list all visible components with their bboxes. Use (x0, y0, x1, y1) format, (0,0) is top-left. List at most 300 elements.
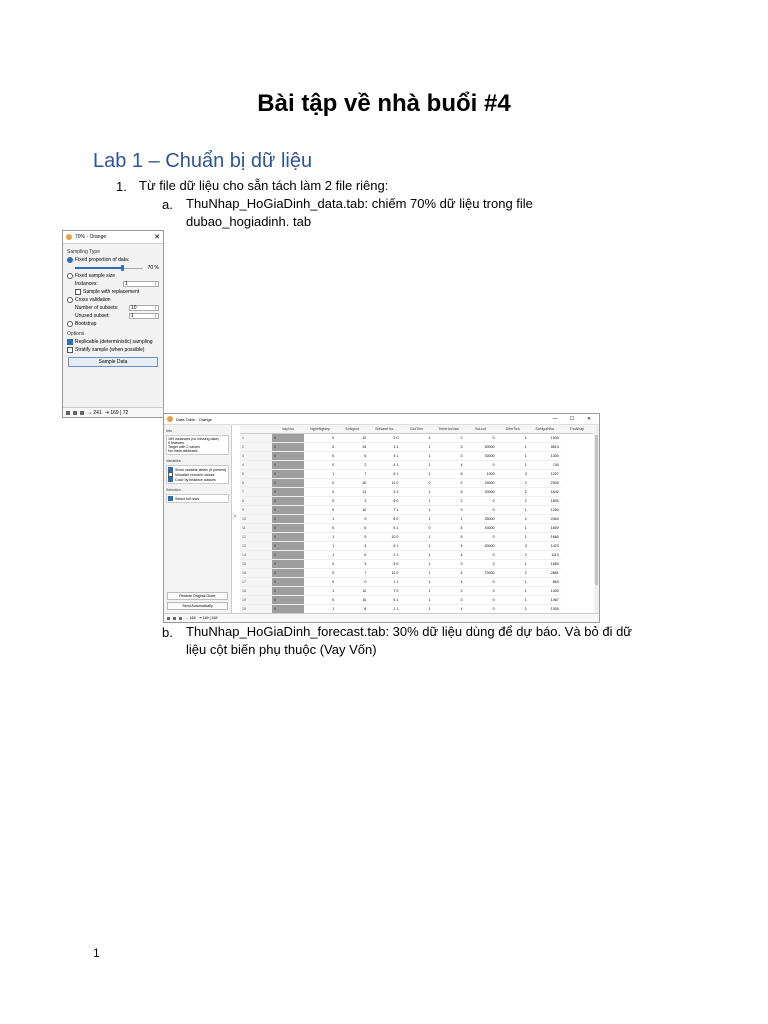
vertical-scrollbar[interactable] (594, 425, 599, 614)
sub-a-line2: dubao_hogiadinh. tab (186, 214, 312, 229)
table-cell: 1 (240, 434, 272, 443)
proportion-slider[interactable] (75, 265, 143, 271)
table-cell: 0 (272, 560, 304, 569)
variable-option[interactable]: Show variable labels (if present) (168, 467, 227, 472)
table-row[interactable] (240, 578, 593, 587)
document-title: Bài tập về nhà buổi #4 (257, 90, 511, 117)
checkbox-icon[interactable] (67, 347, 73, 353)
table-cell: 2 (497, 488, 529, 497)
table-cell: 1 (400, 533, 432, 542)
table-cell: 6 0 (368, 497, 400, 506)
info-label: Info (166, 429, 172, 433)
table-cell: 1530 (529, 434, 561, 443)
table-cell: 2661 (529, 569, 561, 578)
table-cell: 0 (465, 587, 497, 596)
restore-order-button[interactable]: Restore Original Order (167, 592, 228, 600)
table-cell: 2400 (529, 515, 561, 524)
instances-spinbox[interactable]: 1 ↕ (125, 281, 157, 287)
table-cell: 0 (304, 524, 336, 533)
select-full-rows-option[interactable]: Select full rows (168, 496, 227, 501)
table-cell: 5 (432, 470, 464, 479)
table-cell: 7 (336, 470, 368, 479)
table-cell: 1 (497, 452, 529, 461)
table-cell: 2 (497, 497, 529, 506)
table-cell: 5 1 (368, 524, 400, 533)
replacement-option[interactable] (67, 288, 159, 296)
column-header[interactable]: ThuNhap (561, 425, 593, 434)
table-cell: 7 (240, 488, 272, 497)
table-cell: 12 (336, 587, 368, 596)
cross-validation-option[interactable] (67, 296, 159, 304)
table-cell: 70000 (465, 569, 497, 578)
table-row[interactable] (240, 506, 593, 515)
table-cell: 4 (432, 605, 464, 614)
output-count: ⇥ 169 | 169 (198, 616, 218, 620)
table-cell: 5 1 (368, 596, 400, 605)
table-cell: 0 (272, 605, 304, 614)
table-cell: 1 (400, 569, 432, 578)
table-cell: 3 (432, 560, 464, 569)
table-cell: 1660 (529, 533, 561, 542)
table-cell: 3 (432, 506, 464, 515)
table-cell: 1300 (529, 605, 561, 614)
table-cell: 2 (497, 515, 529, 524)
table-cell: 2 (336, 461, 368, 470)
table-cell: 1 (400, 560, 432, 569)
proportion-slider-row (67, 264, 159, 272)
table-cell: 0 (272, 506, 304, 515)
checkbox-checked-icon[interactable] (168, 477, 173, 482)
table-cell: 11 0 (368, 569, 400, 578)
column-header[interactable]: NgheNghiep (304, 425, 336, 434)
datatable-sidebar (164, 425, 232, 614)
table-cell: 1 (304, 605, 336, 614)
table-cell: 3 1 (368, 488, 400, 497)
table-cell: 2 (432, 497, 464, 506)
column-header[interactable]: GioiTinh (400, 425, 432, 434)
instances-label: Instances: (75, 281, 98, 287)
table-cell: 1 (400, 551, 432, 560)
table-cell: 1000 (465, 470, 497, 479)
help-icon[interactable] (173, 617, 176, 620)
table-cell: 0 (465, 596, 497, 605)
table-cell: 1 (400, 515, 432, 524)
table-cell: 4 1 (368, 461, 400, 470)
table-cell: 3 1 (368, 443, 400, 452)
table-cell: 1 (400, 470, 432, 479)
table-cell: 5 0 (368, 560, 400, 569)
table-cell: 6 (336, 452, 368, 461)
table-cell: 0 (272, 578, 304, 587)
table-cell: 1 (304, 515, 336, 524)
sub-b-line2: liệu cột biến phụ thuộc (Vay Vốn) (186, 642, 377, 657)
table-cell: 1 (400, 578, 432, 587)
table-row[interactable] (240, 488, 593, 497)
spin-arrows-icon[interactable]: ↕ (154, 305, 157, 311)
table-cell: 0 (465, 461, 497, 470)
table-cell: 1 (497, 434, 529, 443)
table-cell: 1 1 (368, 578, 400, 587)
table-cell: 2 (497, 551, 529, 560)
subsets-label: Number of subsets: (75, 305, 119, 311)
table-cell: 3 (336, 560, 368, 569)
replicable-label: Replicable (deterministic) sampling (75, 339, 153, 345)
column-header[interactable]: SoNguoi (336, 425, 368, 434)
fixed-sample-size-label: Fixed sample size (75, 273, 116, 279)
sub-b-line1: ThuNhap_HoGiaDinh_forecast.tab: 30% dữ liệu dùng để dự báo. Và bỏ đi dữ (186, 624, 633, 639)
table-cell: 0 (304, 434, 336, 443)
radio-icon[interactable] (67, 297, 73, 303)
info-box (166, 435, 229, 455)
table-cell: 1 (400, 605, 432, 614)
fixed-proportion-label: Fixed proportion of data: (75, 257, 130, 263)
table-cell: 6 (240, 479, 272, 488)
table-cell: 14 (240, 551, 272, 560)
table-cell: 0 (272, 596, 304, 605)
table-cell: 3 (432, 596, 464, 605)
table-cell: 1 (497, 533, 529, 542)
table-cell: 0 (272, 470, 304, 479)
table-cell: 4 (432, 551, 464, 560)
table-cell: 0 (465, 533, 497, 542)
table-cell: 1 (304, 551, 336, 560)
table-cell: 4 (432, 524, 464, 533)
info-line: Target with 2 values (168, 445, 200, 449)
table-cell: 3 (432, 452, 464, 461)
table-cell: 1 (304, 533, 336, 542)
menu-icon[interactable] (66, 411, 70, 415)
table-cell: 0 (304, 596, 336, 605)
table-cell: 2303 (529, 479, 561, 488)
table-cell: 1 (497, 587, 529, 596)
table-cell: 1 (497, 443, 529, 452)
table-cell: 0 (304, 578, 336, 587)
table-cell: 4 (432, 542, 464, 551)
data-table-window (163, 413, 600, 623)
table-cell: 13 (240, 542, 272, 551)
table-cell: 2 0 (368, 434, 400, 443)
table-cell: 2 1 (368, 551, 400, 560)
table-cell: 0 (336, 578, 368, 587)
table-cell: 9 (336, 515, 368, 524)
table-row[interactable] (240, 551, 593, 560)
table-cell: 1 (400, 452, 432, 461)
table-cell: 0 (272, 542, 304, 551)
subsets-row (67, 304, 159, 312)
checkbox-checked-icon[interactable] (67, 339, 73, 345)
fixed-sample-size-option[interactable] (67, 272, 159, 280)
table-cell: 1 (497, 560, 529, 569)
info-line: No meta attributes. (168, 449, 199, 453)
table-cell: 1 (400, 443, 432, 452)
table-cell: 1 (400, 542, 432, 551)
table-cell: 1600 (529, 524, 561, 533)
sample-data-button[interactable]: Sample Data (68, 357, 158, 367)
table-cell: 11 (336, 488, 368, 497)
replicable-option[interactable] (67, 338, 159, 346)
cross-validation-label: Cross validation (75, 297, 111, 303)
table-cell: 1 (497, 506, 529, 515)
table-cell: 0 (272, 569, 304, 578)
sampler-titlebar (63, 231, 163, 244)
table-cell: 7 0 (368, 587, 400, 596)
table-row[interactable] (240, 542, 593, 551)
table-cell: 0 (304, 560, 336, 569)
table-cell: 1 (400, 497, 432, 506)
column-header[interactable] (240, 425, 272, 434)
table-cell: 0 (272, 524, 304, 533)
datatable-titlebar (164, 414, 599, 425)
table-cell: 0 (400, 479, 432, 488)
checkbox-checked-icon[interactable] (168, 496, 173, 501)
column-header[interactable]: SoNgoiNha (529, 425, 561, 434)
table-cell: 1300 (529, 587, 561, 596)
table-cell: 1 (497, 596, 529, 605)
stratify-label: Stratify sample (when possible) (75, 347, 145, 353)
minimize-icon[interactable]: — (552, 416, 558, 422)
table-cell: 0 (272, 461, 304, 470)
table-row[interactable] (240, 434, 593, 443)
table-cell: 1300 (529, 452, 561, 461)
table-cell: 6 (336, 524, 368, 533)
table-cell: 1 (304, 542, 336, 551)
table-cell: 853 (529, 578, 561, 587)
table-cell: 1423 (529, 542, 561, 551)
column-header[interactable]: TrinhHocVan (432, 425, 464, 434)
table-cell: 24000 (465, 479, 497, 488)
table-row[interactable] (240, 443, 593, 452)
table-row[interactable] (240, 515, 593, 524)
table-cell: 0 (272, 551, 304, 560)
lab-heading: Lab 1 – Chuẩn bị dữ liệu (93, 150, 313, 172)
fixed-proportion-option[interactable] (67, 256, 159, 264)
table-cell: 0 (272, 497, 304, 506)
info-line: 9 features (168, 441, 184, 445)
table-cell: 7 1 (368, 506, 400, 515)
table-cell: 1 (400, 506, 432, 515)
table-cell: 0 (400, 524, 432, 533)
column-header[interactable]: VayVon (272, 425, 304, 434)
table-cell: 10 (336, 506, 368, 515)
checkbox-icon[interactable] (75, 289, 81, 295)
table-cell: 3 (497, 470, 529, 479)
bootstrap-label: Bootstrap (75, 321, 97, 327)
item1-text: Từ file dữ liệu cho sẵn tách làm 2 file riêng: (139, 178, 389, 193)
report-icon[interactable] (179, 617, 182, 620)
datatable-title: Data Table - Orange (176, 416, 212, 422)
info-line: 169 instances (no missing data) (168, 437, 219, 441)
proportion-value: 70 % (147, 265, 159, 271)
table-cell: 17 (240, 578, 272, 587)
table-cell: 1 (400, 587, 432, 596)
table-cell: 0 (304, 569, 336, 578)
table-cell: 19 (240, 596, 272, 605)
table-cell: 30000 (465, 452, 497, 461)
table-cell: 3 (240, 452, 272, 461)
table-cell: 0 (272, 479, 304, 488)
table-cell: 1113 (529, 551, 561, 560)
table-cell: 1260 (529, 506, 561, 515)
table-cell: 0 (465, 560, 497, 569)
table-cell: 20 (240, 605, 272, 614)
table-row[interactable] (240, 461, 593, 470)
sub-a-line1: ThuNhap_HoGiaDinh_data.tab: chiếm 70% dữ liệu trong file (186, 196, 533, 211)
table-cell: 1 (497, 524, 529, 533)
bootstrap-option[interactable] (67, 320, 159, 328)
data-grid[interactable] (240, 425, 593, 614)
table-row[interactable] (240, 569, 593, 578)
variable-option[interactable]: Visualize numeric values (168, 472, 227, 477)
table-cell: 0 (272, 488, 304, 497)
instances-row (67, 280, 159, 288)
replacement-label: Sample with replacement (83, 289, 140, 295)
table-row[interactable] (240, 479, 593, 488)
sampler-title: 70% - Orange (75, 234, 107, 240)
table-cell: 3 (497, 542, 529, 551)
table-cell: 2 (432, 434, 464, 443)
table-cell: 6 (432, 488, 464, 497)
table-cell: 2 (497, 569, 529, 578)
radio-icon[interactable] (67, 321, 73, 327)
table-cell: 9 (240, 506, 272, 515)
table-cell: 15 (240, 560, 272, 569)
table-cell: 10 0 (368, 533, 400, 542)
table-cell: 0 (304, 479, 336, 488)
sampler-statusbar (63, 407, 163, 417)
send-automatically-button[interactable]: Send Automatically (167, 602, 228, 610)
collapse-arrow-icon[interactable]: > (233, 514, 237, 520)
table-cell: 34 (336, 443, 368, 452)
column-header[interactable]: SoLuoi (465, 425, 497, 434)
table-cell: 4 1 (368, 452, 400, 461)
table-cell: 1 (304, 587, 336, 596)
input-count: → 169 (185, 616, 196, 620)
table-row[interactable] (240, 452, 593, 461)
table-cell: 0 (465, 506, 497, 515)
table-cell: 0 (272, 434, 304, 443)
table-row[interactable] (240, 524, 593, 533)
table-cell: 30000 (465, 488, 497, 497)
table-cell: 6 (336, 551, 368, 560)
table-cell: 2 (432, 587, 464, 596)
table-cell: 5613 (529, 443, 561, 452)
stratify-option[interactable] (67, 346, 159, 354)
table-row[interactable] (240, 533, 593, 542)
table-row[interactable] (240, 470, 593, 479)
report-icon[interactable] (80, 411, 84, 415)
spin-arrows-icon[interactable]: ↕ (154, 313, 157, 319)
column-header[interactable]: SoNamHoc (368, 425, 400, 434)
table-cell: 0 (272, 515, 304, 524)
table-cell: 2 (497, 605, 529, 614)
table-cell: 6 1 (368, 542, 400, 551)
table-cell: 50000 (465, 443, 497, 452)
slider-handle[interactable] (121, 265, 124, 271)
table-cell: 50000 (465, 542, 497, 551)
table-cell: 0 (272, 443, 304, 452)
table-cell: 10 (336, 596, 368, 605)
table-cell: 0 (272, 533, 304, 542)
table-cell: 7 (336, 569, 368, 578)
table-cell: 5 (432, 533, 464, 542)
table-row[interactable] (240, 596, 593, 605)
table-cell: 1 (432, 515, 464, 524)
table-cell: 5 (336, 533, 368, 542)
table-cell: 0 (465, 578, 497, 587)
table-cell: 43000 (465, 524, 497, 533)
table-cell: 1 1 (368, 605, 400, 614)
unused-subset-label: Unused subset: (75, 313, 110, 319)
table-cell: 0 (272, 452, 304, 461)
table-cell: 18 (240, 587, 272, 596)
table-cell: 4 (432, 461, 464, 470)
table-cell: 0 (304, 488, 336, 497)
table-cell: 4 (432, 569, 464, 578)
unused-subset-spinbox[interactable]: 1 ↕ (131, 313, 157, 319)
table-cell: 4 (336, 542, 368, 551)
table-cell: 8 (336, 605, 368, 614)
table-cell: 3 (336, 497, 368, 506)
table-cell: 0 (304, 452, 336, 461)
table-cell: 16 (240, 569, 272, 578)
maximize-icon[interactable]: ☐ (569, 416, 575, 422)
variable-option[interactable]: Color by instance classes (168, 477, 227, 482)
table-cell: 6 0 (368, 515, 400, 524)
sub-a-letter: a. (162, 197, 173, 212)
table-cell: 1642 (529, 488, 561, 497)
table-cell: 1 (497, 461, 529, 470)
close-icon[interactable]: ✕ (154, 233, 160, 241)
data-sampler-dialog (62, 230, 164, 418)
help-icon[interactable] (73, 411, 77, 415)
table-row[interactable] (240, 560, 593, 569)
table-cell: 10 (336, 434, 368, 443)
table-cell: 1 (400, 488, 432, 497)
close-icon[interactable]: ✕ (586, 416, 592, 422)
radio-selected-icon[interactable] (67, 257, 73, 263)
input-count: → 241 (87, 409, 102, 416)
table-cell: 1 (400, 461, 432, 470)
column-header[interactable]: DienTich (497, 425, 529, 434)
table-cell: 11 0 (368, 479, 400, 488)
table-cell: 0 (465, 497, 497, 506)
spin-arrows-icon[interactable]: ↕ (154, 281, 157, 287)
table-cell: 20 (336, 479, 368, 488)
subsets-spinbox[interactable]: 10 ↕ (131, 305, 157, 311)
table-cell: 2 (240, 443, 272, 452)
table-cell: 1650 (529, 560, 561, 569)
table-cell: 0 (272, 587, 304, 596)
selection-label: Selection (166, 488, 181, 492)
table-cell: 2 (432, 479, 464, 488)
table-cell: 4 (240, 461, 272, 470)
radio-icon[interactable] (67, 273, 73, 279)
output-count: ⇥ 169 | 72 (104, 409, 129, 416)
table-cell: 0 (304, 506, 336, 515)
menu-icon[interactable] (167, 617, 170, 620)
table-cell: 0 (304, 497, 336, 506)
table-cell: 1600 (529, 497, 561, 506)
table-cell: 1 (400, 596, 432, 605)
table-row[interactable] (240, 587, 593, 596)
orange-logo-icon (167, 416, 173, 422)
table-cell: 25000 (465, 515, 497, 524)
table-row[interactable] (240, 497, 593, 506)
table-cell: 11 (240, 524, 272, 533)
table-cell: 0 (304, 461, 336, 470)
table-cell: 5 (240, 470, 272, 479)
unused-subset-row (67, 312, 159, 320)
